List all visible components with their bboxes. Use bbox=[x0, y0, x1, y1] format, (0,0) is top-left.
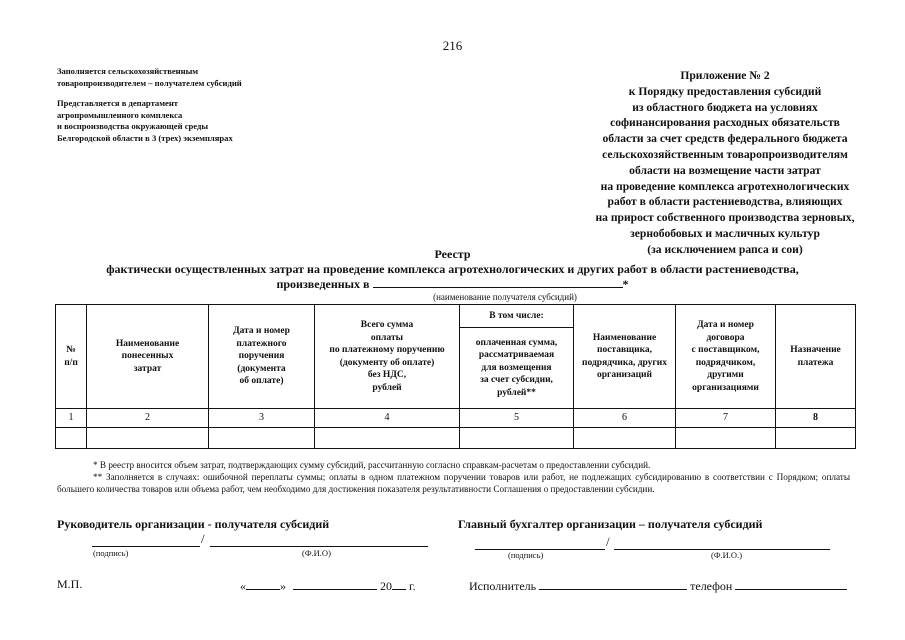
sign-slash: / bbox=[606, 534, 610, 549]
empty-cell[interactable] bbox=[315, 428, 460, 449]
footnotes bbox=[57, 459, 850, 495]
note-line: Белгородской области в 3 (трех) экземплярах bbox=[57, 132, 233, 143]
column-number: 6 bbox=[574, 409, 676, 428]
date-field bbox=[240, 577, 416, 594]
header-number: № п/п bbox=[56, 305, 87, 409]
column-number: 2 bbox=[87, 409, 209, 428]
phone-label: телефон bbox=[690, 579, 733, 593]
year-prefix: 20 bbox=[380, 579, 392, 593]
note-line: Заполняется сельскохозяйственным bbox=[57, 66, 199, 76]
empty-cell[interactable] bbox=[87, 428, 209, 449]
header-supplier: Наименование поставщика, подрядчика, других организаций bbox=[574, 305, 676, 409]
column-number: 3 bbox=[209, 409, 315, 428]
year-suffix: г. bbox=[409, 579, 416, 593]
appendix-line: области на возмещение части затрат bbox=[629, 163, 821, 177]
header-payment-order: Дата и номер платежного поручения (документа об оплате) bbox=[209, 305, 315, 409]
quote-close: » bbox=[280, 579, 286, 593]
appendix-line: зернобобовых и масличных культур bbox=[630, 226, 820, 240]
recipient-prefix: произведенных в bbox=[276, 277, 370, 291]
empty-cell[interactable] bbox=[460, 428, 574, 449]
note-line: товаропроизводителем – получателем субсидий bbox=[57, 77, 242, 88]
head-sign-line[interactable] bbox=[92, 532, 200, 547]
phone-blank[interactable] bbox=[735, 577, 847, 590]
column-number: 4 bbox=[315, 409, 460, 428]
appendix-line: сельскохозяйственным товаропроизводителям bbox=[602, 147, 848, 161]
quote-open: « bbox=[240, 579, 246, 593]
empty-cell[interactable] bbox=[56, 428, 87, 449]
empty-cell[interactable] bbox=[676, 428, 776, 449]
appendix-line: на проведение комплекса агротехнологических bbox=[600, 179, 850, 193]
note-line: Представляется в департамент bbox=[57, 98, 179, 108]
recipient-blank[interactable] bbox=[373, 276, 623, 288]
month-blank[interactable] bbox=[293, 577, 377, 590]
recipient-caption: (наименование получателя субсидий) bbox=[433, 292, 577, 302]
sign-caption: (подпись) bbox=[93, 548, 129, 558]
appendix-line: из областного бюджета на условиях bbox=[632, 100, 818, 114]
header-contract: Дата и номер договора с поставщиком, подрядчиком, другими организациями bbox=[676, 305, 776, 409]
recipient-line bbox=[0, 276, 905, 292]
empty-cell[interactable] bbox=[574, 428, 676, 449]
header-paid-sum: оплаченная сумма, рассматриваемая для возмещения за счет субсидии, рублей** bbox=[460, 328, 574, 409]
appendix-header bbox=[560, 68, 890, 258]
register-table bbox=[55, 304, 856, 449]
head-signature-title: Руководитель организации - получателя субсидий bbox=[57, 517, 330, 531]
appendix-line: (за исключением рапса и сои) bbox=[647, 242, 803, 256]
footnote-1: * В реестр вносится объем затрат, подтверждающих сумму субсидий, рассчитанную согласно справкам-расчетам о предоставлении субсидий. bbox=[93, 460, 651, 470]
column-number: 8 bbox=[776, 409, 856, 428]
header-purpose: Назначение платежа bbox=[776, 305, 856, 409]
column-number: 7 bbox=[676, 409, 776, 428]
executor-label: Исполнитель bbox=[469, 579, 537, 593]
accountant-signature-title: Главный бухгалтер организации – получателя субсидий bbox=[458, 517, 763, 531]
note-line: и воспроизводства окружающей среды bbox=[57, 121, 209, 131]
sign-slash: / bbox=[201, 531, 205, 546]
accountant-sign-line[interactable] bbox=[475, 535, 605, 550]
document-title: Реестр bbox=[434, 247, 471, 261]
empty-cell[interactable] bbox=[776, 428, 856, 449]
page-number: 216 bbox=[442, 38, 463, 53]
accountant-fio-line[interactable] bbox=[614, 535, 830, 550]
appendix-line: работ в области растениеводства, влияющих bbox=[607, 195, 843, 209]
appendix-line: на прирост собственного производства зерновых, bbox=[595, 211, 855, 225]
appendix-line: софинансирования расходных обязательств bbox=[610, 116, 840, 130]
header-total-sum: Всего сумма оплаты по платежному поручению (документу об оплате) без НДС, рублей bbox=[315, 305, 460, 409]
column-numbers-row bbox=[56, 409, 856, 428]
appendix-line: области за счет средств федерального бюджета bbox=[602, 132, 848, 146]
footnote-2: ** Заполняется в случаях: ошибочной переплаты суммы; оплаты в одном платежном поручении товаров или работ, не подлежащих субсидированию в соответствии с Порядком; оплаты большего количества товаров или объема работ, чем необходимо для достижения показателя результативности Соглашения о предоставлении субсидии. bbox=[57, 472, 850, 494]
head-fio-line[interactable] bbox=[210, 532, 428, 547]
appendix-line: Приложение № 2 bbox=[680, 69, 770, 82]
header-expense-name: Наименование понесенных затрат bbox=[87, 305, 209, 409]
column-number: 5 bbox=[460, 409, 574, 428]
submission-note bbox=[57, 66, 242, 144]
sign-caption: (подпись) bbox=[508, 550, 544, 560]
executor-blank[interactable] bbox=[539, 577, 687, 590]
year-blank[interactable] bbox=[392, 577, 406, 590]
empty-cell[interactable] bbox=[209, 428, 315, 449]
document-subtitle: фактически осуществленных затрат на проведение комплекса агротехнологических и других работ в области растениеводства, bbox=[106, 262, 799, 276]
appendix-line: к Порядку предоставления субсидий bbox=[628, 84, 822, 98]
executor-field bbox=[469, 577, 847, 594]
fio-caption: (Ф.И.О.) bbox=[711, 550, 743, 560]
recipient-asterisk: * bbox=[622, 277, 629, 291]
day-blank[interactable] bbox=[246, 577, 280, 590]
note-line: агропромышленного комплекса bbox=[57, 109, 183, 120]
column-number: 1 bbox=[56, 409, 87, 428]
header-including: В том числе: bbox=[460, 305, 574, 328]
fio-caption: (Ф.И.О) bbox=[302, 548, 331, 558]
stamp-place: М.П. bbox=[57, 577, 83, 591]
table-row bbox=[56, 428, 856, 449]
